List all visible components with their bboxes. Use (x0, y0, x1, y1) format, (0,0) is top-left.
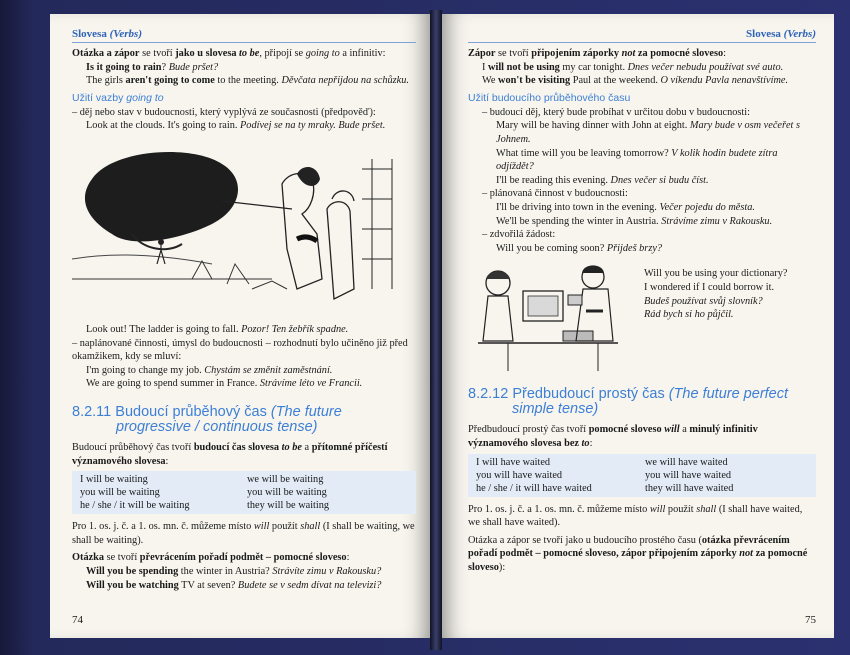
conj-cell: you will have waited (476, 469, 563, 481)
example-sentence: I'll be reading this evening. Dnes večer si budu číst. (496, 174, 709, 186)
right-page (442, 14, 834, 638)
example-sentence: Mary will be having dinner with John at eight. Mary bude v osm večeřet s Johnem. (496, 120, 800, 145)
conj-cell: he / she / it will have waited (476, 482, 592, 494)
usage-item: – zdvořilá žádost: (482, 229, 556, 241)
subheading-usage: Užití budoucího průběhového času (468, 91, 631, 104)
paragraph-note: Pro 1. os. j. č. a 1. os. mn. č. můžeme místo will použít shall (I shall be waiting, we shall be waiting). (72, 521, 415, 546)
conj-cell: I will have waited (476, 456, 551, 468)
conj-cell: he / she / it will be waiting (80, 500, 190, 512)
section-heading: 8.2.12 Předbudoucí prostý čas (The future perfect simple tense) (468, 386, 789, 418)
illustration-caption: Will you be using your dictionary? I wondered if I could borrow it. Budeš používat svůj slovník? Rád bych si ho půjčil. (644, 268, 788, 321)
paragraph-note: Pro 1. os. j. č. a 1. os. mn. č. můžeme místo will použít shall (I shall have waited, we shall have waited). (468, 503, 803, 529)
subheading-usage: Užití vazby going to (72, 91, 164, 104)
example-sentence: What time will you be leaving tomorrow? V kolik hodin budete zítra odjíždět? (496, 147, 778, 173)
example-sentence: Look at the clouds. It's going to rain. Podívej se na ty mraky. Bude pršet. (86, 120, 386, 132)
page-number: 74 (72, 614, 83, 626)
example-sentence: We'll be spending the winter in Austria. Strávíme zimu v Rakousku. (496, 215, 773, 227)
paragraph-question: Otázka se tvoří převrácením pořadí podmět – pomocné sloveso: (72, 552, 350, 564)
example-sentence: Will you be spending the winter in Austria? Strávíte zimu v Rakousku? (86, 565, 382, 577)
illustration-dictionary-drawing (468, 261, 638, 373)
example-sentence: Will you be coming soon? Přijdeš brzy? (496, 242, 663, 254)
book-gutter (430, 10, 442, 650)
conj-cell: you will be waiting (247, 487, 327, 499)
usage-item: – budoucí děj, který bude probíhat v určitou dobu v budoucnosti: (482, 106, 750, 118)
paragraph-negation: Zápor se tvoří připojením záporky not za pomocné sloveso: (468, 48, 727, 59)
conj-cell: you will be waiting (80, 487, 160, 499)
paragraph-formation: Předbudoucí prostý čas tvoří pomocné sloveso will a minulý infinitiv významového slovesa bez to: (468, 424, 758, 449)
example-sentence: I will not be using my car tonight. Dnes večer nebudu používat své auto. (482, 61, 784, 73)
conj-cell: I will be waiting (80, 474, 148, 486)
conjugation-table (468, 454, 816, 497)
conj-cell: you will have waited (645, 469, 732, 481)
conj-cell: they will have waited (645, 482, 734, 494)
paragraph-formation: Budoucí průběhový čas tvoří budoucí čas slovesa to be a přítomné příčestí významového slovesa: (72, 441, 388, 467)
page-number: 75 (805, 614, 816, 626)
usage-item: – naplánované činnosti, úmysl do budoucnosti – rozhodnutí bylo učiněno již před okamžikem, kdy se mluví: (72, 337, 408, 363)
example-sentence: We won't be visiting Paul at the weekend. O víkendu Pavla nenavštívíme. (482, 75, 789, 87)
example-sentence: I'll be driving into town in the evening. Večer pojedu do města. (496, 201, 755, 213)
conjugation-table (72, 471, 416, 514)
section-heading: 8.2.11 Budoucí průběhový čas (The future progressive / continuous tense) (72, 403, 342, 435)
illustration-beach (72, 139, 416, 319)
running-head: Slovesa (Verbs) (72, 28, 416, 43)
example-sentence: Will you be watching TV at seven? Budete se v sedm dívat na televizi? (86, 579, 382, 591)
left-page (50, 14, 430, 638)
example-sentence: The girls aren't going to come to the meeting. Děvčata nepřijdou na schůzku. (86, 75, 409, 87)
example-sentence: Look out! The ladder is going to fall. Pozor! Ten žebřík spadne. (86, 323, 349, 335)
conj-cell: we will have waited (645, 456, 728, 468)
example-sentence: I'm going to change my job. Chystám se změnit zaměstnání. (86, 364, 333, 376)
running-head: Slovesa (Verbs) (468, 28, 816, 43)
illustration-beach-drawing (72, 139, 402, 319)
illustration-dictionary (468, 261, 816, 373)
example-sentence: Is it going to rain? Bude pršet? (86, 61, 219, 73)
example-sentence: We are going to spend summer in France. Strávíme léto ve Francii. (86, 378, 363, 390)
paragraph-question: Otázka a zápor se tvoří jako u budoucího prostého času (otázka převrácením pořadí podmět – pomocné sloveso, zápor připojením záporky not za pomocné sloveso): (468, 534, 808, 573)
conj-cell: we will be waiting (247, 474, 324, 486)
usage-item: – děj nebo stav v budoucnosti, který vyplývá ze současnosti (předpověď): (72, 106, 376, 118)
conj-cell: they will be waiting (247, 500, 330, 512)
paragraph-question-negation: Otázka a zápor se tvoří jako u slovesa to be, připojí se going to a infinitiv: (72, 48, 386, 59)
usage-item: – plánovaná činnost v budoucnosti: (482, 188, 628, 200)
